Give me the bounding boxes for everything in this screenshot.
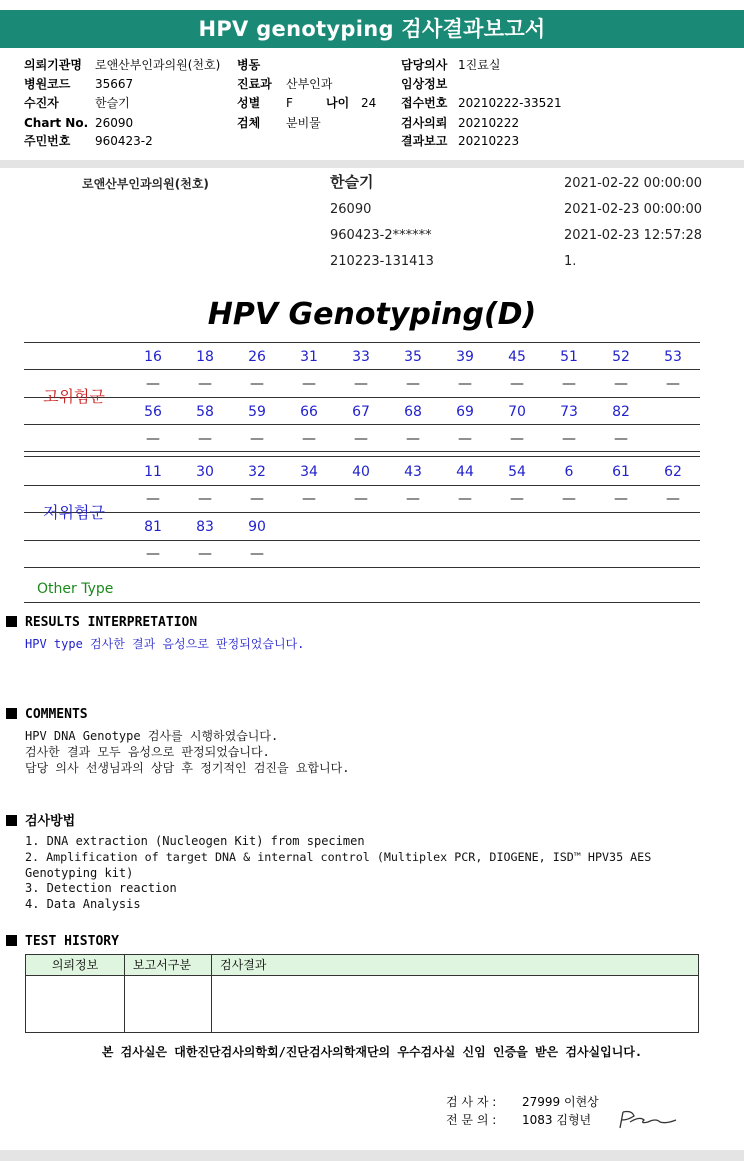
section-bullet-icon (6, 815, 17, 826)
genotype-number: 44 (456, 464, 474, 480)
grid-line (24, 424, 700, 425)
genotype-result: — (666, 376, 680, 392)
signature-icon (614, 1106, 682, 1134)
genotype-result: — (458, 431, 472, 447)
header-label: 임상정보 (401, 77, 448, 91)
header-label: 담당의사 (401, 58, 448, 72)
genotype-number: 66 (300, 404, 318, 420)
grid-line (24, 451, 700, 452)
genotype-result: — (250, 431, 264, 447)
summary-receipt: 210223-131413 (330, 254, 434, 269)
section-bullet-icon (6, 616, 17, 627)
genotype-number: 68 (404, 404, 422, 420)
history-heading-text: TEST HISTORY (25, 934, 119, 949)
header-value: 960423-2 (95, 134, 153, 148)
tester-name: 27999 이현상 (522, 1095, 599, 1109)
history-col-header: 의뢰정보 (26, 955, 125, 976)
header-label: 결과보고 (401, 134, 448, 148)
genotype-result: — (510, 491, 524, 507)
section-bullet-icon (6, 708, 17, 719)
genotype-number: 35 (404, 349, 422, 365)
genotype-result: — (614, 376, 628, 392)
summary-date: 2021-02-23 00:00:00 (564, 202, 703, 217)
genotype-number: 56 (144, 404, 162, 420)
low-risk-label: 저위험군 (43, 503, 105, 522)
genotype-result: — (354, 491, 368, 507)
genotype-number: 82 (612, 404, 630, 420)
header-value: 한슬기 (95, 96, 130, 110)
grid-line (24, 485, 700, 486)
genotype-result: — (302, 431, 316, 447)
grid-line (24, 540, 700, 541)
genotype-result: — (406, 376, 420, 392)
header-label: 수진자 (24, 96, 59, 110)
summary-name: 한슬기 (330, 173, 374, 191)
header-value: F (286, 96, 293, 110)
header-value: 1진료실 (458, 58, 501, 72)
grid-line (24, 602, 700, 603)
genotype-result: — (302, 376, 316, 392)
genotype-number: 54 (508, 464, 526, 480)
header-label: 접수번호 (401, 96, 448, 110)
genotype-result: — (562, 491, 576, 507)
header-value: 20210222 (458, 116, 520, 130)
header-label: 검체 (237, 116, 261, 130)
header-value: 산부인과 (286, 77, 333, 91)
genotype-result: — (354, 376, 368, 392)
bottom-bar (0, 1150, 744, 1161)
genotype-number: 30 (196, 464, 214, 480)
genotype-number: 26 (248, 349, 266, 365)
grid-line (24, 369, 700, 370)
header-label: 병동 (237, 58, 261, 72)
genotype-number: 40 (352, 464, 370, 480)
method-heading (6, 814, 75, 830)
high-risk-label: 고위험군 (43, 387, 105, 406)
genotype-number: 18 (196, 349, 214, 365)
genotype-result: — (562, 431, 576, 447)
header-value: 20210223 (458, 134, 520, 148)
genotype-result: — (302, 491, 316, 507)
genotype-result: — (354, 431, 368, 447)
genotype-result: — (458, 376, 472, 392)
section-separator (0, 160, 744, 168)
grid-line (24, 397, 700, 398)
genotype-number: 62 (664, 464, 682, 480)
genotype-number: 51 (560, 349, 578, 365)
header-label: Chart No. (24, 116, 89, 130)
accreditation-notice: 본 검사실은 대한진단검사의학회/진단검사의학재단의 우수검사실 신임 인증을 받은 검사실입니다. (101, 1045, 643, 1059)
specialist-label: 전 문 의 : (446, 1113, 497, 1127)
genotype-result: — (198, 431, 212, 447)
genotype-number: 43 (404, 464, 422, 480)
header-label: 주민번호 (24, 134, 71, 148)
genotype-result: — (406, 431, 420, 447)
header-value: 26090 (95, 116, 134, 130)
comment-line: HPV DNA Genotype 검사를 시행하였습니다. (25, 729, 279, 743)
method-line: 2. Amplification of target DNA & internal control (Multiplex PCR, DIOGENE, ISD™ HPV35 AES (25, 850, 652, 864)
history-table (25, 954, 699, 1033)
genotype-number: 90 (248, 519, 266, 535)
genotype-result: — (146, 376, 160, 392)
genotype-number: 52 (612, 349, 630, 365)
summary-date: 2021-02-23 12:57:28 (564, 228, 703, 243)
other-type-label: Other Type (37, 581, 114, 597)
genotype-result: — (198, 491, 212, 507)
header-label: 병원코드 (24, 77, 71, 91)
summary-clinic: 로앤산부인과의원(천호) (82, 177, 209, 191)
genotype-number: 61 (612, 464, 630, 480)
genotype-result: — (510, 376, 524, 392)
history-col-header: 보고서구분 (125, 955, 212, 976)
genotype-number: 81 (144, 519, 162, 535)
genotype-number: 31 (300, 349, 318, 365)
grid-line (24, 456, 700, 457)
genotype-result: — (250, 546, 264, 562)
method-line: 1. DNA extraction (Nucleogen Kit) from specimen (25, 834, 365, 848)
age-value: 24 (361, 96, 377, 110)
genotype-result: — (614, 431, 628, 447)
summary-chart: 26090 (330, 202, 372, 217)
grid-line (24, 567, 700, 568)
genotype-number: 58 (196, 404, 214, 420)
genotype-result: — (146, 491, 160, 507)
results-heading-text: RESULTS INTERPRETATION (25, 615, 198, 630)
history-heading (6, 934, 119, 950)
genotype-result: — (198, 546, 212, 562)
genotype-number: 59 (248, 404, 266, 420)
header-label: 검사의뢰 (401, 116, 448, 130)
genotype-number: 32 (248, 464, 266, 480)
genotype-number: 70 (508, 404, 526, 420)
genotype-result: — (666, 491, 680, 507)
header-value: 20210222-33521 (458, 96, 562, 110)
genotype-number: 73 (560, 404, 578, 420)
header-label: 의뢰기관명 (24, 58, 82, 72)
genotype-number: 39 (456, 349, 474, 365)
tester-label: 검 사 자 : (446, 1095, 497, 1109)
method-line: 4. Data Analysis (25, 897, 141, 911)
genotype-result: — (510, 431, 524, 447)
header-label: 성별 (237, 96, 261, 110)
results-text: HPV type 검사한 결과 음성으로 판정되었습니다. (25, 637, 305, 651)
header-label: 진료과 (237, 77, 272, 91)
genotype-number: 53 (664, 349, 682, 365)
genotyping-title: HPV Genotyping(D) (207, 297, 537, 332)
genotype-number: 67 (352, 404, 370, 420)
method-line: Genotyping kit) (25, 866, 134, 880)
genotype-result: — (250, 376, 264, 392)
history-cell (212, 976, 699, 1033)
genotype-result: — (250, 491, 264, 507)
header-value: 35667 (95, 77, 134, 91)
genotype-result: — (562, 376, 576, 392)
genotype-number: 6 (564, 464, 574, 480)
history-col-header: 검사결과 (212, 955, 699, 976)
genotype-result: — (146, 431, 160, 447)
genotype-result: — (146, 546, 160, 562)
header-value: 분비물 (286, 116, 321, 130)
summary-id: 960423-2****** (330, 228, 432, 243)
header-value: 로앤산부인과의원(천호) (95, 58, 221, 72)
genotype-number: 45 (508, 349, 526, 365)
specialist-name: 1083 김형년 (522, 1113, 592, 1127)
summary-page: 1. (564, 254, 577, 269)
method-line: 3. Detection reaction (25, 881, 177, 895)
age-label: 나이 (326, 96, 350, 110)
genotype-result: — (614, 491, 628, 507)
history-cell (26, 976, 125, 1033)
genotype-number: 83 (196, 519, 214, 535)
grid-line (24, 512, 700, 513)
genotype-result: — (458, 491, 472, 507)
history-cell (125, 976, 212, 1033)
genotype-number: 11 (144, 464, 162, 480)
report-title: HPV genotyping 검사결과보고서 (0, 10, 744, 48)
genotype-number: 33 (352, 349, 370, 365)
genotype-number: 69 (456, 404, 474, 420)
genotype-number: 34 (300, 464, 318, 480)
comment-line: 검사한 결과 모두 음성으로 판정되었습니다. (25, 745, 270, 759)
comments-heading-text: COMMENTS (25, 707, 88, 722)
grid-line (24, 342, 700, 343)
summary-date: 2021-02-22 00:00:00 (564, 176, 703, 191)
comments-heading (6, 707, 88, 723)
genotype-number: 16 (144, 349, 162, 365)
results-heading (6, 615, 197, 631)
genotype-result: — (406, 491, 420, 507)
genotype-result: — (198, 376, 212, 392)
section-bullet-icon (6, 935, 17, 946)
method-heading-text: 검사방법 (25, 814, 76, 829)
comment-line: 담당 의사 선생님과의 상담 후 정기적인 검진을 요합니다. (25, 761, 350, 775)
